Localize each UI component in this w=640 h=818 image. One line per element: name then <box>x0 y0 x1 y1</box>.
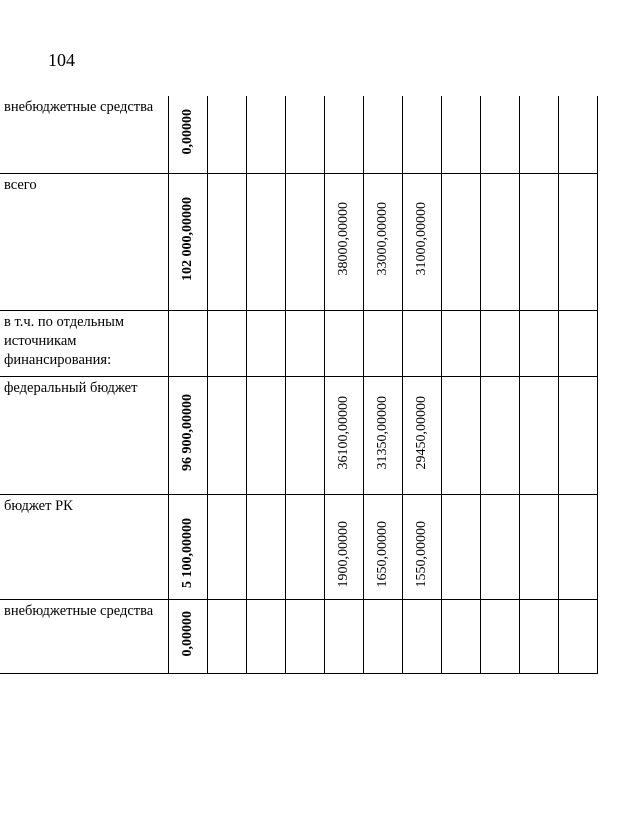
total-value: 0,00000 <box>179 610 195 657</box>
year-value: 33000,00000 <box>374 202 390 276</box>
funding-table <box>0 96 598 674</box>
year-value: 31350,00000 <box>374 395 390 470</box>
total-value: 5 100,00000 <box>179 517 195 588</box>
year-value: 1900,00000 <box>335 521 351 588</box>
total-value: 102 000,00000 <box>179 197 195 281</box>
table-row <box>0 310 597 376</box>
row-label: в т.ч. по отдельным источникам финансирования: <box>0 310 168 376</box>
year-value: 1550,00000 <box>413 521 429 588</box>
year-value: 29450,00000 <box>413 395 429 470</box>
page-number: 104 <box>48 50 75 70</box>
year-value: 38000,00000 <box>335 202 351 276</box>
row-label: всего <box>0 173 168 310</box>
table-row <box>0 599 597 673</box>
table-row <box>0 494 597 599</box>
row-label: бюджет РК <box>0 494 168 599</box>
row-label: федеральный бюджет <box>0 376 168 494</box>
total-value: 0,00000 <box>179 109 195 155</box>
row-label: внебюджетные средства <box>0 96 168 173</box>
year-value: 36100,00000 <box>335 395 351 470</box>
year-value: 31000,00000 <box>413 202 429 276</box>
table-row <box>0 173 597 310</box>
row-label: внебюджетные средства <box>0 599 168 673</box>
table-row <box>0 376 597 494</box>
total-value: 96 900,00000 <box>179 394 195 471</box>
table-row <box>0 96 597 173</box>
year-value: 1650,00000 <box>374 521 390 588</box>
